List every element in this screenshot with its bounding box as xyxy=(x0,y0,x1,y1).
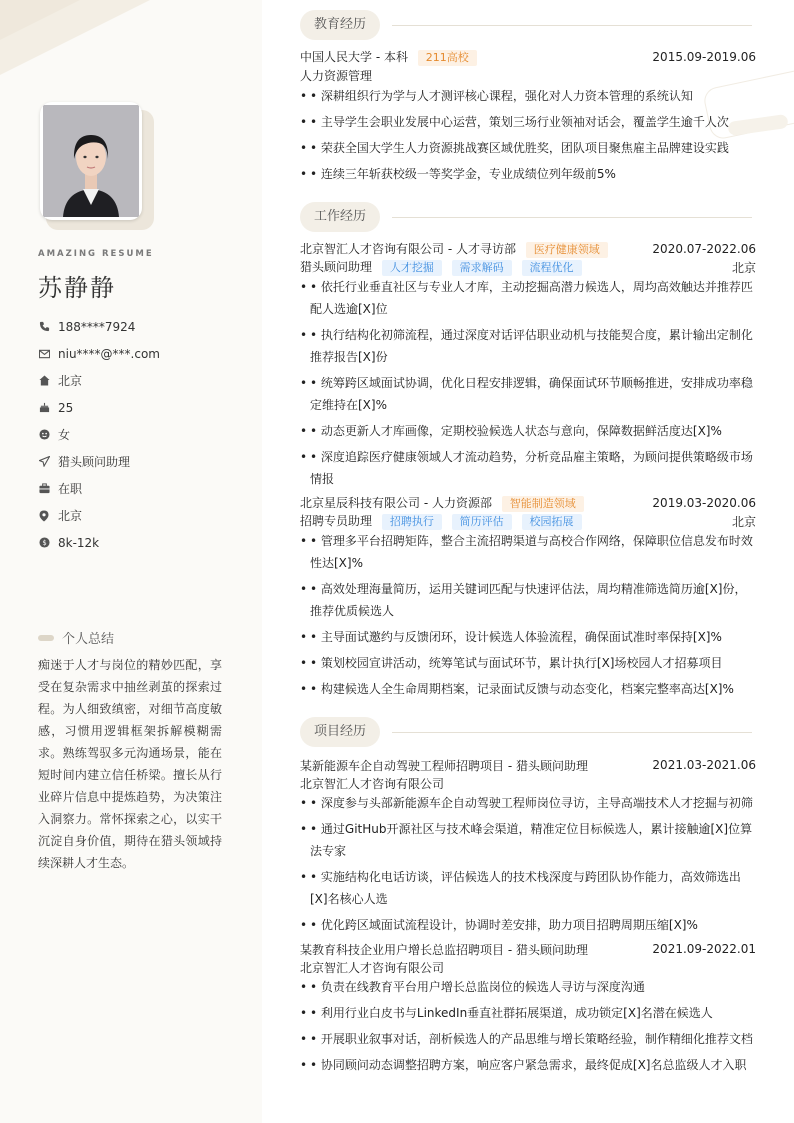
job-date: 2019.03-2020.06 xyxy=(652,496,756,510)
job-role: 猎头顾问助理 xyxy=(300,260,373,274)
projects-section-title: 项目经历 xyxy=(300,717,380,747)
candidate-name: 苏静静 xyxy=(38,274,116,302)
job-date: 2020.07-2022.06 xyxy=(652,242,756,256)
skill-tag: 流程优化 xyxy=(522,260,582,276)
projects-section-header xyxy=(300,717,756,747)
job-entry-1 xyxy=(300,240,756,276)
summary-header xyxy=(38,628,114,647)
list-item: • • 协同顾问动态调整招聘方案，响应客户紧急需求，最终促成[X]名总监级人才入职 xyxy=(300,1054,756,1076)
skill-tag: 校园拓展 xyxy=(522,514,582,530)
school-name: 中国人民大学 - 本科 xyxy=(300,50,408,64)
job-city: 北京 xyxy=(731,260,756,275)
project-entry-2 xyxy=(300,940,756,976)
info-email: niu****@***.com xyxy=(38,340,253,367)
school-tag: 211高校 xyxy=(418,50,477,66)
list-item: • • 优化跨区域面试流程设计，协调时差安排，助力项目招聘周期压缩[X]% xyxy=(300,914,756,936)
job-2-bullets xyxy=(300,530,756,704)
company-name: 北京星辰科技有限公司 - 人力资源部 xyxy=(300,496,492,510)
project-entry-1 xyxy=(300,756,756,792)
salary-icon xyxy=(38,537,50,549)
work-section-header xyxy=(300,202,756,232)
contact-info-list xyxy=(38,313,253,556)
list-item: • • 通过GitHub开源社区与技术峰会渠道，精准定位目标候选人，累计接触逾[X]位算法专家 xyxy=(300,818,756,862)
list-item: • • 荣获全国大学生人力资源挑战赛区域优胜奖，团队项目聚焦雇主品牌建设实践 xyxy=(300,137,756,159)
cake-icon xyxy=(38,402,50,414)
send-icon xyxy=(38,456,50,468)
profile-photo xyxy=(40,102,142,220)
work-section-title: 工作经历 xyxy=(300,202,380,232)
list-item: • • 主导面试邀约与反馈闭环，设计候选人体验流程，确保面试准时率保持[X]% xyxy=(300,626,756,648)
list-item: • • 利用行业白皮书与LinkedIn垂直社群拓展渠道，成功锁定[X]名潜在候选人 xyxy=(300,1002,756,1024)
briefcase-icon xyxy=(38,483,50,495)
info-phone: 188****7924 xyxy=(38,313,253,340)
section-divider xyxy=(392,25,752,26)
education-bullets xyxy=(300,85,756,189)
education-section-header xyxy=(300,10,756,40)
list-item: • • 深度参与头部新能源车企自动驾驶工程师岗位寻访，主导高端技术人才挖掘与初筛 xyxy=(300,792,756,814)
list-item: • • 负责在线教育平台用户增长总监岗位的候选人寻访与深度沟通 xyxy=(300,976,756,998)
list-item: • • 依托行业垂直社区与专业人才库，主动挖掘高潜力候选人，周均高效触达并推荐匹配人选逾[X]位 xyxy=(300,276,756,320)
industry-tag: 医疗健康领域 xyxy=(526,242,608,258)
education-date: 2015.09-2019.06 xyxy=(652,50,756,64)
list-item: • • 动态更新人才库画像，定期校验候选人状态与意向，保障数据鲜活度达[X]% xyxy=(300,420,756,442)
list-item: • • 实施结构化电话访谈，评估候选人的技术栈深度与跨团队协作能力，高效筛选出[X]名核心人选 xyxy=(300,866,756,910)
education-major: 人力资源管理 xyxy=(300,68,373,83)
education-entry xyxy=(300,48,756,84)
project-1-bullets xyxy=(300,792,756,940)
skill-tag: 简历评估 xyxy=(452,514,512,530)
sidebar xyxy=(0,0,262,1123)
list-item: • • 深耕组织行为学与人才测评核心课程，强化对人力资本管理的系统认知 xyxy=(300,85,756,107)
avatar xyxy=(40,102,154,230)
project-2-bullets xyxy=(300,976,756,1080)
project-name: 某教育科技企业用户增长总监招聘项目 - 猎头顾问助理 xyxy=(300,942,588,957)
list-item: • • 主导学生会职业发展中心运营，策划三场行业领袖对话会，覆盖学生逾千人次 xyxy=(300,111,756,133)
project-org: 北京智汇人才咨询有限公司 xyxy=(300,776,445,791)
list-item: • • 统筹跨区域面试协调，优化日程安排逻辑，确保面试环节顺畅推进，安排成功率稳定维持在[X]% xyxy=(300,372,756,416)
info-home: 北京 xyxy=(38,367,253,394)
skill-tag: 招聘执行 xyxy=(382,514,442,530)
summary-text: 痴迷于人才与岗位的精妙匹配，享受在复杂需求中抽丝剥茧的探索过程。为人细致缜密，对细节高度敏感，习惯用逻辑框架拆解模糊需求。熟练驾驭多元沟通场景，能在短时间内建立信任桥梁。擅长从行业碎片信息中提炼趋势，为决策注入洞察力。常怀探索之心，以实干沉淀自身价值，期待在猎头领域持续深耕人才生态。 xyxy=(38,658,222,870)
list-item: • • 策划校园宣讲活动，统筹笔试与面试环节，累计执行[X]场校园人才招募项目 xyxy=(300,652,756,674)
job-city: 北京 xyxy=(731,514,756,529)
gender-icon xyxy=(38,429,50,441)
list-item: • • 开展职业叙事对话，剖析候选人的产品思维与增长策略经验，制作精细化推荐文档 xyxy=(300,1028,756,1050)
list-item: • • 执行结构化初筛流程，通过深度对话评估职业动机与技能契合度，累计输出定制化推荐报告[X]份 xyxy=(300,324,756,368)
section-divider xyxy=(392,732,752,733)
list-item: • • 高效处理海量简历，运用关键词匹配与快速评估法，周均精准筛选简历逾[X]份，推荐优质候选人 xyxy=(300,578,756,622)
job-1-bullets xyxy=(300,276,756,494)
section-divider xyxy=(392,217,752,218)
info-location: 北京 xyxy=(38,502,253,529)
job-entry-2 xyxy=(300,494,756,530)
skill-tag: 需求解码 xyxy=(452,260,512,276)
phone-icon xyxy=(38,321,50,333)
skill-tag: 人才挖掘 xyxy=(382,260,442,276)
job-role: 招聘专员助理 xyxy=(300,514,373,528)
mail-icon xyxy=(38,348,50,360)
project-org: 北京智汇人才咨询有限公司 xyxy=(300,960,445,975)
list-item: • • 深度追踪医疗健康领域人才流动趋势，分析竞品雇主策略，为顾问提供策略级市场情报 xyxy=(300,446,756,490)
person-photo-icon xyxy=(43,105,139,217)
info-gender: 女 xyxy=(38,421,253,448)
industry-tag: 智能制造领域 xyxy=(502,496,584,512)
list-item: • • 构建候选人全生命周期档案，记录面试反馈与动态变化，档案完整率高达[X]% xyxy=(300,678,756,700)
home-icon xyxy=(38,375,50,387)
info-salary: $ 8k-12k xyxy=(38,529,253,556)
summary-bar-decoration xyxy=(38,635,54,641)
info-position: 猎头顾问助理 xyxy=(38,448,253,475)
location-pin-icon xyxy=(38,510,50,522)
project-date: 2021.03-2021.06 xyxy=(652,758,756,772)
project-name: 某新能源车企自动驾驶工程师招聘项目 - 猎头顾问助理 xyxy=(300,758,588,773)
resume-tagline: AMAZING RESUME xyxy=(38,249,154,259)
svg-text:$: $ xyxy=(41,538,47,547)
education-section-title: 教育经历 xyxy=(300,10,380,40)
list-item: • • 管理多平台招聘矩阵，整合主流招聘渠道与高校合作网络，保障职位信息发布时效性达[X]% xyxy=(300,530,756,574)
summary-title: 个人总结 xyxy=(62,632,115,647)
corner-decoration-inner xyxy=(0,0,80,40)
info-age: 25 xyxy=(38,394,253,421)
company-name: 北京智汇人才咨询有限公司 - 人才寻访部 xyxy=(300,242,516,256)
info-status: 在职 xyxy=(38,475,253,502)
list-item: • • 连续三年斩获校级一等奖学金，专业成绩位列年级前5% xyxy=(300,163,756,185)
project-date: 2021.09-2022.01 xyxy=(652,942,756,956)
